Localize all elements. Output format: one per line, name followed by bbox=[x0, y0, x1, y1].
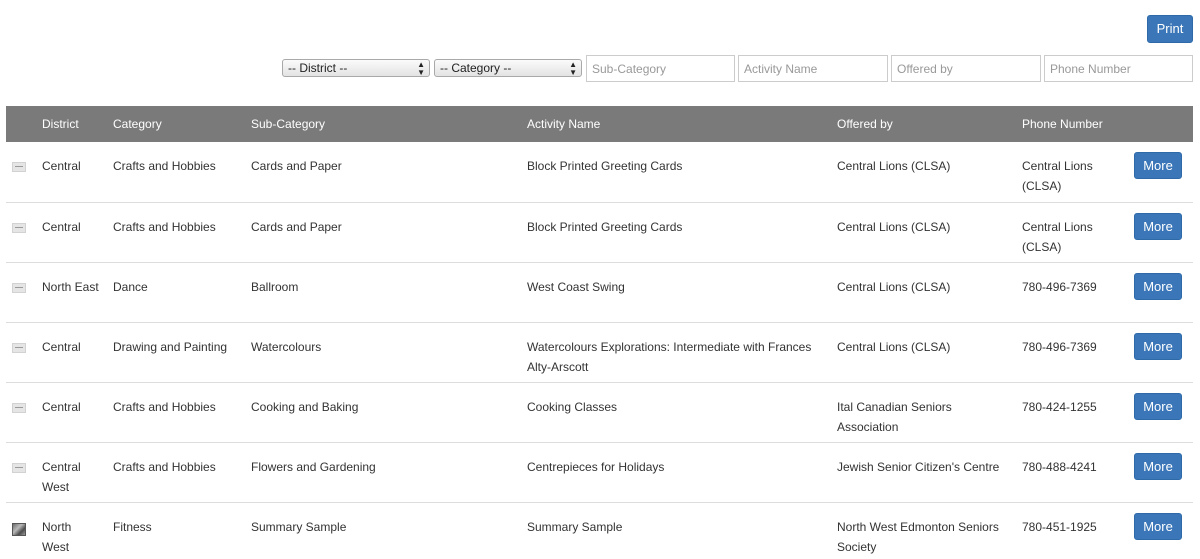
table-body bbox=[6, 142, 1193, 559]
row-thumb-cell bbox=[6, 202, 36, 262]
activities-table bbox=[6, 106, 1193, 559]
cell-actions bbox=[1128, 262, 1193, 322]
cell-offered-by: Jewish Senior Citizen's Centre bbox=[837, 459, 1000, 474]
cell-category: Crafts and Hobbies bbox=[113, 399, 216, 414]
cell-district: North West bbox=[42, 519, 72, 554]
table-row bbox=[6, 262, 1193, 322]
cell-offered-by: Central Lions (CLSA) bbox=[837, 159, 951, 173]
row-thumb-cell bbox=[6, 322, 36, 382]
cell-offered-by: Central Lions (CLSA) bbox=[837, 339, 951, 354]
table-row bbox=[6, 442, 1193, 502]
placeholder-image-icon bbox=[12, 403, 26, 413]
select-arrows-icon: ▲ ▼ bbox=[569, 60, 577, 77]
more-button[interactable]: More bbox=[1134, 513, 1182, 540]
header-offered-by: Offered by bbox=[837, 117, 893, 131]
placeholder-image-icon bbox=[12, 343, 26, 353]
offered-by-input[interactable] bbox=[891, 55, 1041, 82]
cell-actions bbox=[1128, 202, 1193, 262]
select-arrows-icon: ▲ ▼ bbox=[417, 60, 425, 77]
cell-phone-number: Central Lions (CLSA) bbox=[1022, 219, 1093, 254]
cell-district: Central bbox=[42, 399, 81, 414]
cell-district: Central bbox=[42, 159, 81, 173]
header-thumb bbox=[6, 106, 36, 142]
cell-offered-by: Central Lions (CLSA) bbox=[837, 279, 951, 294]
row-thumb-cell bbox=[6, 262, 36, 322]
cell-phone-number: 780-424-1255 bbox=[1022, 399, 1097, 414]
row-thumb-cell bbox=[6, 502, 36, 559]
filter-bar bbox=[0, 55, 1200, 82]
cell-district: Central bbox=[42, 339, 81, 354]
cell-sub-category: Flowers and Gardening bbox=[251, 459, 376, 474]
cell-offered-by: Ital Canadian Seniors Association bbox=[837, 399, 952, 434]
print-button[interactable]: Print bbox=[1147, 15, 1193, 43]
category-select-value: -- Category -- bbox=[440, 61, 512, 75]
cell-phone-number: Central Lions (CLSA) bbox=[1022, 159, 1093, 193]
placeholder-image-icon bbox=[12, 223, 26, 233]
more-button[interactable]: More bbox=[1134, 333, 1182, 360]
more-button[interactable]: More bbox=[1134, 393, 1182, 420]
cell-activity-name: Centrepieces for Holidays bbox=[527, 459, 665, 474]
district-select[interactable] bbox=[282, 59, 430, 77]
header-category: Category bbox=[113, 117, 162, 131]
cell-sub-category: Cards and Paper bbox=[251, 219, 342, 234]
cell-phone-number: 780-451-1925 bbox=[1022, 519, 1097, 534]
activity-name-input[interactable] bbox=[738, 55, 888, 82]
cell-activity-name: Block Printed Greeting Cards bbox=[527, 159, 683, 173]
cell-district: North East bbox=[42, 279, 99, 294]
cell-activity-name: Summary Sample bbox=[527, 519, 623, 534]
cell-offered-by: North West Edmonton Seniors Society bbox=[837, 519, 999, 554]
placeholder-image-icon bbox=[12, 463, 26, 473]
header-district: District bbox=[42, 117, 79, 131]
header-activity-name: Activity Name bbox=[527, 117, 601, 131]
table-row bbox=[6, 382, 1193, 442]
cell-district: Central bbox=[42, 219, 81, 234]
cell-category: Dance bbox=[113, 279, 148, 294]
table-row bbox=[6, 322, 1193, 382]
cell-actions bbox=[1128, 442, 1193, 502]
row-thumb-cell bbox=[6, 382, 36, 442]
cell-category: Crafts and Hobbies bbox=[113, 219, 216, 234]
header-sub-category: Sub-Category bbox=[251, 117, 326, 131]
more-button[interactable]: More bbox=[1134, 273, 1182, 300]
cell-sub-category: Cooking and Baking bbox=[251, 399, 359, 414]
row-thumb-cell bbox=[6, 142, 36, 202]
table-header-row bbox=[6, 106, 1193, 142]
cell-district: Central West bbox=[42, 459, 81, 494]
more-button[interactable]: More bbox=[1134, 152, 1182, 179]
cell-phone-number: 780-496-7369 bbox=[1022, 339, 1097, 354]
sub-category-input[interactable] bbox=[586, 55, 735, 82]
cell-actions bbox=[1128, 382, 1193, 442]
cell-sub-category: Summary Sample bbox=[251, 519, 347, 534]
cell-activity-name: Watercolours Explorations: Intermediate with Frances Alty-Arscott bbox=[527, 339, 812, 374]
cell-actions bbox=[1128, 322, 1193, 382]
cell-activity-name: Cooking Classes bbox=[527, 399, 618, 414]
phone-number-input[interactable] bbox=[1044, 55, 1193, 82]
cell-actions bbox=[1128, 142, 1193, 202]
category-select[interactable] bbox=[434, 59, 582, 77]
header-phone-number: Phone Number bbox=[1022, 117, 1103, 131]
row-thumb-cell bbox=[6, 442, 36, 502]
cell-category: Fitness bbox=[113, 519, 152, 534]
table-row bbox=[6, 502, 1193, 559]
placeholder-image-icon bbox=[12, 162, 26, 172]
cell-category: Drawing and Painting bbox=[113, 339, 228, 354]
cell-activity-name: West Coast Swing bbox=[527, 279, 625, 294]
cell-category: Crafts and Hobbies bbox=[113, 459, 216, 474]
cell-actions bbox=[1128, 502, 1193, 559]
table-row bbox=[6, 142, 1193, 202]
more-button[interactable]: More bbox=[1134, 213, 1182, 240]
more-button[interactable]: More bbox=[1134, 453, 1182, 480]
cell-sub-category: Cards and Paper bbox=[251, 159, 342, 173]
table-row bbox=[6, 202, 1193, 262]
cell-phone-number: 780-496-7369 bbox=[1022, 279, 1097, 294]
cell-category: Crafts and Hobbies bbox=[113, 159, 216, 173]
cell-phone-number: 780-488-4241 bbox=[1022, 459, 1097, 474]
placeholder-image-icon bbox=[12, 283, 26, 293]
cell-sub-category: Ballroom bbox=[251, 279, 299, 294]
photo-thumbnail-icon bbox=[12, 523, 26, 536]
cell-activity-name: Block Printed Greeting Cards bbox=[527, 219, 683, 234]
cell-sub-category: Watercolours bbox=[251, 339, 322, 354]
district-select-value: -- District -- bbox=[288, 61, 348, 75]
cell-offered-by: Central Lions (CLSA) bbox=[837, 219, 951, 234]
